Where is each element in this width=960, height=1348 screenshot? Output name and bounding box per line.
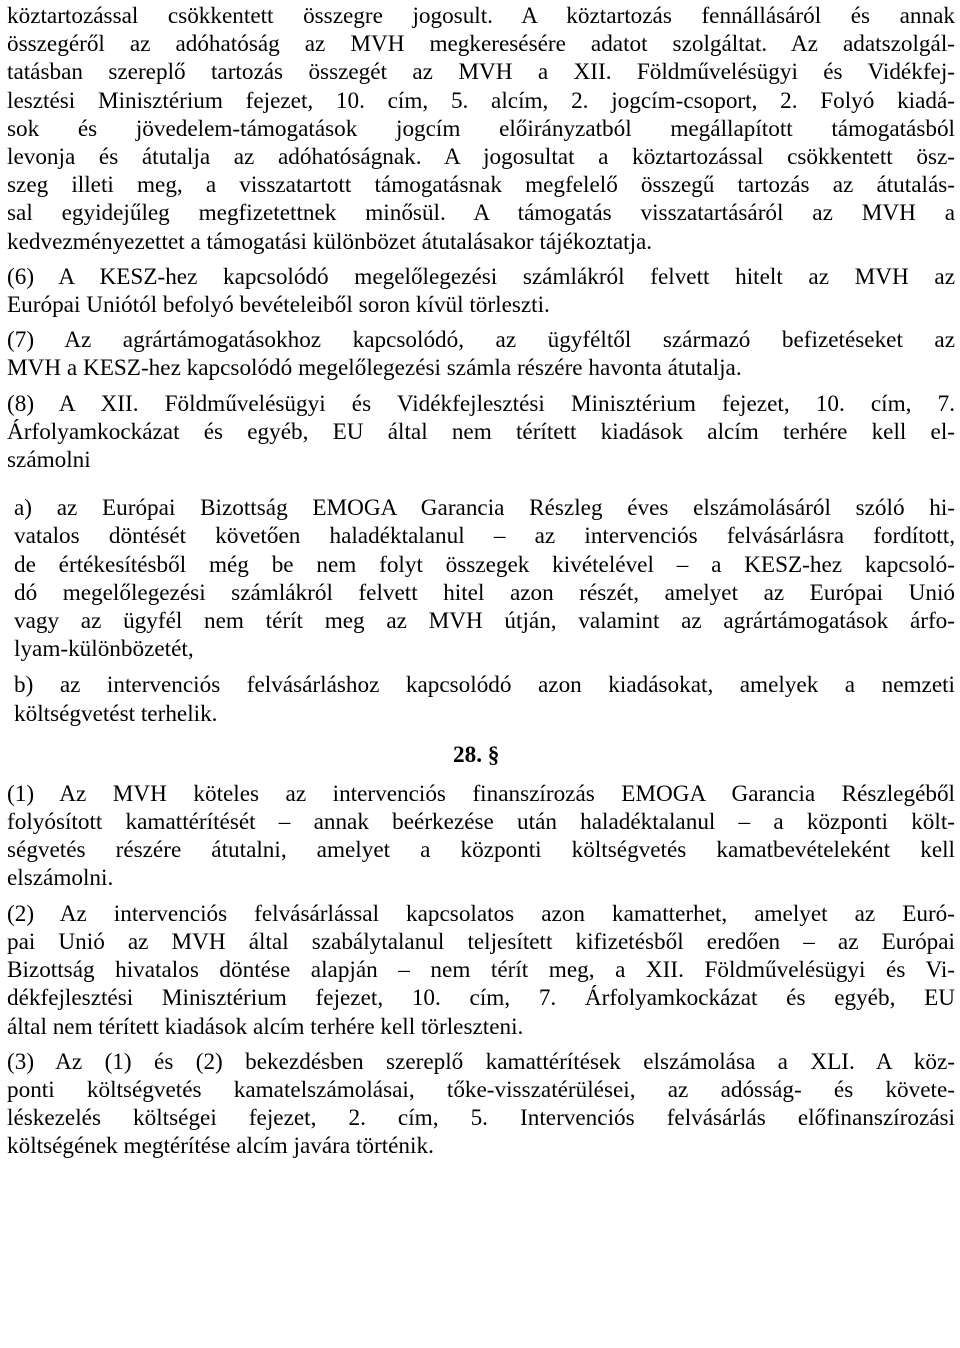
paragraph-6 [7, 263, 955, 319]
text-line: köztartozással csökkentett összegre jogosult. A köztartozás fennállásáról és annak [7, 3, 955, 29]
text-line: pai Unió az MVH által szabálytalanul teljesített kifizetésből eredően – az Európai [7, 928, 955, 955]
text-line: Bizottság hivatalos döntése alapján – nem térít meg, a XII. Földművelésügyi és Vi- [7, 957, 955, 984]
text-line: lesztési Minisztérium fejezet, 10. cím, 5. alcím, 2. jogcím-csoport, 2. Folyó kiadá- [7, 87, 955, 114]
text-line: dó megelőlegezési számlákról felvett hitel azon részét, amelyet az Európai Unió [14, 579, 955, 606]
text-line: szeg illeti meg, a visszatartott támogatásnak megfelelő összegű tartozás az átutalás- [7, 172, 955, 199]
text-line: (7) Az agrártámogatásokhoz kapcsolódó, az ügyféltől származó befizetéseket az [7, 327, 955, 354]
text-line: Árfolyamkockázat és egyéb, EU által nem térített kiadások alcím terhére kell el- [7, 418, 955, 445]
text-line: levonja és átutalja az adóhatóságnak. A jogosultat a köztartozással csökkentett ösz- [7, 144, 955, 171]
paragraph-intro [7, 2, 955, 256]
section-heading: 28. § [453, 741, 500, 768]
text-line: (8) A XII. Földművelésügyi és Vidékfejlesztési Minisztérium fejezet, 10. cím, 7. [7, 390, 955, 417]
text-line: (1) Az MVH köteles az intervenciós finanszírozás EMOGA Garancia Részlegéből [7, 780, 955, 807]
text-line: (2) Az intervenciós felvásárlással kapcsolatos azon kamatterhet, amelyet az Euró- [7, 900, 955, 927]
text-line: folyósított kamattérítését – annak beérkezése után haladéktalanul – a központi költ- [7, 809, 955, 836]
section-28-paragraph-1 [7, 780, 955, 893]
text-line: MVH a KESZ-hez kapcsolódó megelőlegezési számla részére havonta átutalja. [7, 355, 742, 382]
text-line: költségvetést terhelik. [14, 700, 218, 727]
text-line: dékfejlesztési Minisztérium fejezet, 10. cím, 7. Árfolyamkockázat és egyéb, EU [7, 985, 955, 1012]
text-line: b) az intervenciós felvásárláshoz kapcsolódó azon kiadásokat, amelyek a nemzeti [14, 672, 955, 699]
text-line: elszámolni. [7, 865, 114, 892]
text-line: tatásban szereplő tartozás összegét az MVH a XII. Földművelésügyi és Vidékfej- [7, 59, 955, 86]
text-line: de értékesítésből még be nem folyt összegek kivételével – a KESZ-hez kapcsoló- [14, 551, 955, 578]
text-line: a) az Európai Bizottság EMOGA Garancia Részleg éves elszámolásáról szóló hi- [14, 495, 955, 522]
text-line: Európai Uniótól befolyó bevételeiből soron kívül törleszti. [7, 292, 550, 319]
text-line: vagy az ügyfél nem térít meg az MVH útján, valamint az agrártámogatások árfo- [14, 608, 955, 635]
text-line: kedvezményezettet a támogatási különbözet átutalásakor tájékoztatja. [7, 228, 653, 255]
text-line: költségének megtérítése alcím javára történik. [7, 1133, 434, 1160]
text-line: léskezelés költségei fejezet, 2. cím, 5. Intervenciós felvásárlás előfinanszírozási [7, 1105, 955, 1132]
text-line: sok és jövedelem-támogatások jogcím előirányzatból megállapított támogatásból [7, 115, 955, 142]
text-line: számolni [7, 447, 91, 474]
text-line: sal egyidejűleg megfizetettnek minősül. A támogatás visszatartásáról az MVH a [7, 200, 955, 227]
text-line: összegéről az adóhatóság az MVH megkeresésére adatot szolgáltat. Az adatszolgál- [7, 31, 955, 58]
text-line: (6) A KESZ-hez kapcsolódó megelőlegezési számlákról felvett hitelt az MVH az [7, 263, 955, 290]
text-line: (3) Az (1) és (2) bekezdésben szereplő kamattérítések elszámolása a XLI. A köz- [7, 1048, 955, 1075]
text-line: vatalos döntését követően haladéktalanul – az intervenciós felvásárlásra fordított, [14, 523, 955, 550]
paragraph-8 [7, 390, 955, 475]
text-line: ponti költségvetés kamatelszámolásai, tőke-visszatérülései, az adósság- és követe- [7, 1076, 955, 1103]
text-line: ségvetés részére átutalni, amelyet a központi költségvetés kamatbevételeként kell [7, 837, 955, 864]
section-28-paragraph-3 [7, 1048, 955, 1161]
list-item-b [14, 671, 955, 727]
paragraph-7 [7, 326, 955, 382]
list-item-a [14, 494, 955, 663]
text-line: lyam-különbözetét, [14, 636, 194, 663]
section-28-paragraph-2 [7, 900, 955, 1041]
document-page [7, 2, 955, 1168]
text-line: által nem térített kiadások alcím terhére kell törleszteni. [7, 1013, 524, 1040]
